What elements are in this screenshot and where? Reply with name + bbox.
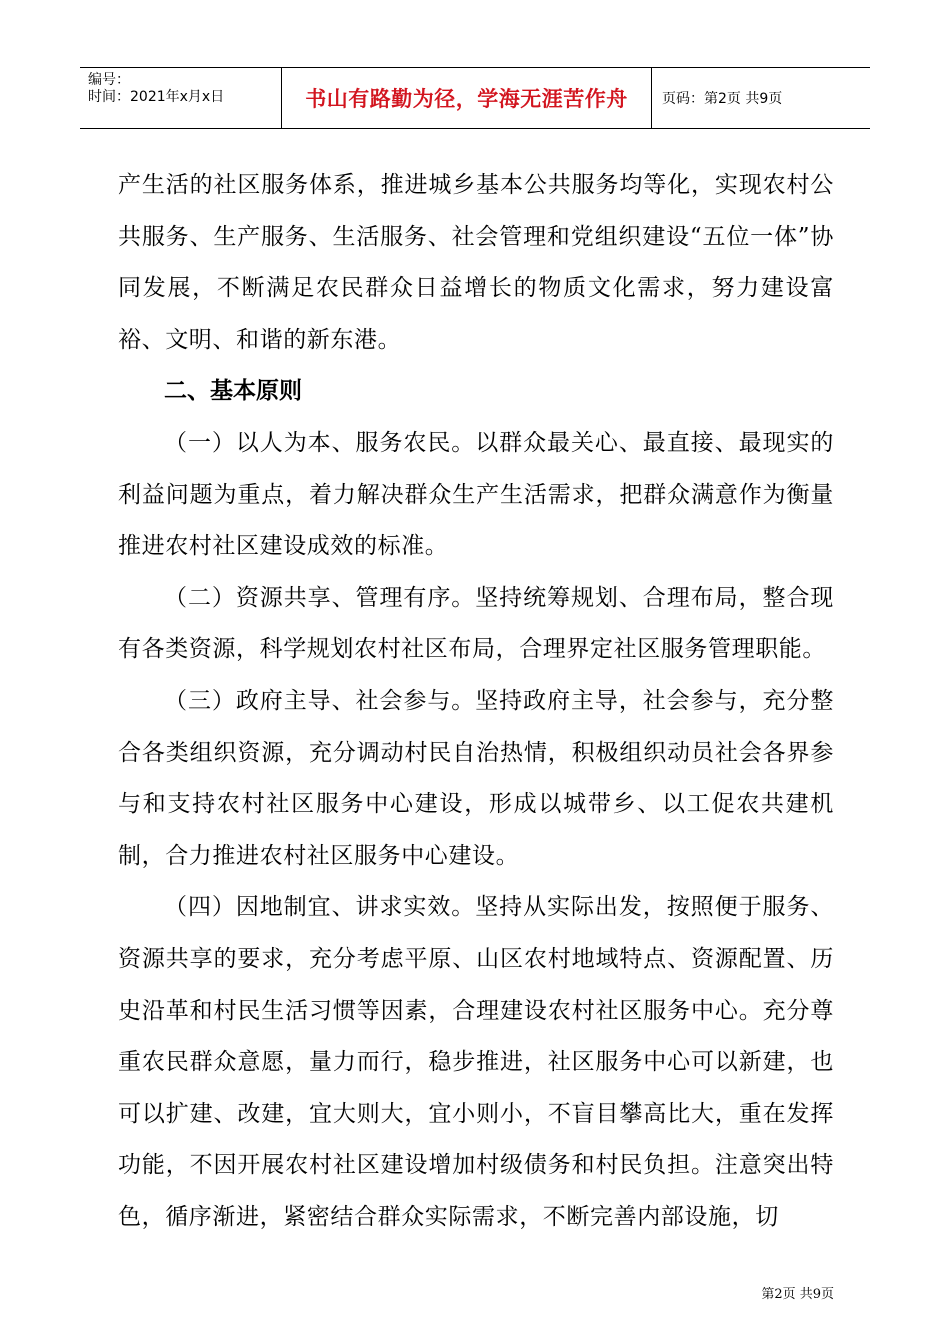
header-page-label: 页码：第2页 共9页 [662,91,783,107]
header-motto: 书山有路勤为径，学海无涯苦作舟 [282,68,652,128]
page-footer: 第2页 共9页 [761,1287,834,1302]
document-body [118,160,834,1243]
paragraph-intro: 产生活的社区服务体系，推进城乡基本公共服务均等化，实现农村公共服务、生产服务、生活服务、社会管理和党组织建设“五位一体”协同发展，不断满足农民群众日益增长的物质文化需求，努力建设富裕、文明、和谐的新东港。 [118,172,834,353]
section-heading: 二、基本原则 [164,378,302,405]
paragraph-principle-2: （二）资源共享、管理有序。坚持统筹规划、合理布局，整合现有各类资源，科学规划农村社区布局，合理界定社区服务管理职能。 [118,584,834,663]
paragraph-principle-3: （三）政府主导、社会参与。坚持政府主导，社会参与，充分整合各类组织资源，充分调动村民自治热情，积极组织动员社会各界参与和支持农村社区服务中心建设，形成以城带乡、以工促农共建机制，合力推进农村社区服务中心建设。 [118,687,834,869]
header-meta [80,68,282,128]
number-label: 编号： [88,72,130,88]
date-label: 时间：2021年x月x日 [88,89,225,105]
paragraph-principle-1: （一）以人为本、服务农民。以群众最关心、最直接、最现实的利益问题为重点，着力解决群众生产生活需求，把群众满意作为衡量推进农村社区建设成效的标准。 [118,429,834,560]
document-header [80,67,870,129]
paragraph-principle-4: （四）因地制宜、讲求实效。坚持从实际出发，按照便于服务、资源共享的要求，充分考虑平原、山区农村地域特点、资源配置、历史沿革和村民生活习惯等因素，合理建设农村社区服务中心。充分尊重农民群众意愿，量力而行，稳步推进，社区服务中心可以新建，也可以扩建、改建，宜大则大，宜小则小，不盲目攀高比大，重在发挥功能，不因开展农村社区建设增加村级债务和村民负担。注意突出特色，循序渐进，紧密结合群众实际需求，不断完善内部设施，切 [118,894,834,1230]
